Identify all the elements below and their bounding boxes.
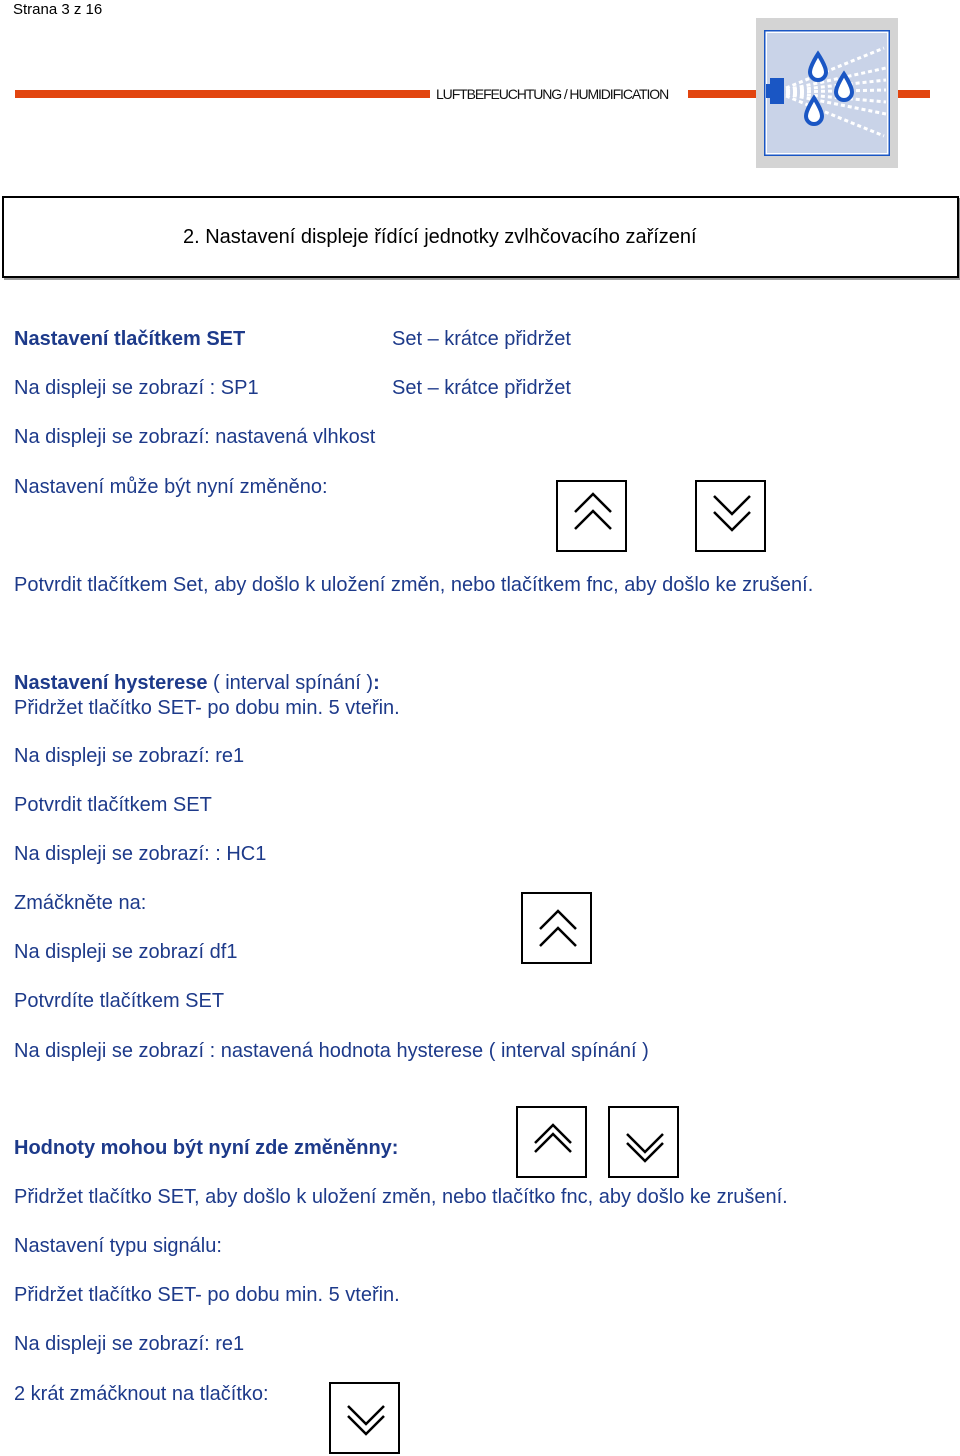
signal-type-heading: Nastavení typu signálu: xyxy=(14,1235,222,1257)
display-humidity: Na displeji se zobrazí: nastavená vlhkost xyxy=(14,426,376,448)
page-number: Strana 3 z 16 xyxy=(13,1,103,18)
double-chevron-up-icon xyxy=(558,482,629,554)
can-change-text: Nastavení může být nyní změněno: xyxy=(14,476,328,498)
header-stripe-right xyxy=(688,90,758,98)
set-hold-instruction: Set – krátce přidržet xyxy=(392,328,571,350)
up-button[interactable] xyxy=(556,480,627,552)
double-chevron-up-icon xyxy=(523,894,594,966)
display-re1-2: Na displeji se zobrazí: re1 xyxy=(14,1333,245,1355)
humidification-logo xyxy=(756,18,898,168)
hysteresis-paren: ( interval spínání ) xyxy=(207,672,374,694)
display-hysteresis-value: Na displeji se zobrazí : nastavená hodnota hysterese ( interval spínání ) xyxy=(14,1040,649,1062)
confirm-set-2: Potvrdíte tlačítkem SET xyxy=(14,990,225,1012)
down-button-3[interactable] xyxy=(608,1106,679,1178)
set-hold-instruction-2: Set – krátce přidržet xyxy=(392,377,571,399)
confirm-set: Potvrdit tlačítkem SET xyxy=(14,794,212,816)
section-title: 2. Nastavení displeje řídící jednotky zvlhčovacího zařízení xyxy=(183,226,697,248)
up-button-2[interactable] xyxy=(521,892,592,964)
hold-set-5s: Přidržet tlačítko SET- po dobu min. 5 vteřin. xyxy=(14,697,400,719)
set-button-heading: Nastavení tlačítkem SET xyxy=(14,328,246,350)
display-df1: Na displeji se zobrazí df1 xyxy=(14,941,238,963)
press-text: Zmáčkněte na: xyxy=(14,892,147,914)
header-category-label: LUFTBEFEUCHTUNG / HUMIDIFICATION xyxy=(436,86,669,102)
double-chevron-down-icon xyxy=(610,1108,681,1180)
display-hc1: Na displeji se zobrazí: : HC1 xyxy=(14,843,267,865)
header-stripe-right-end xyxy=(898,90,930,98)
hold-set-5s-2: Přidržet tlačítko SET- po dobu min. 5 vteřin. xyxy=(14,1284,400,1306)
display-re1: Na displeji se zobrazí: re1 xyxy=(14,745,245,767)
header-stripe-left xyxy=(15,90,430,98)
hysteresis-colon: : xyxy=(373,672,380,694)
water-spray-icon xyxy=(764,30,890,156)
down-button[interactable] xyxy=(695,480,766,552)
double-chevron-up-icon xyxy=(518,1108,589,1180)
values-change-heading: Hodnoty mohou být nyní zde změněnny: xyxy=(14,1137,399,1159)
display-sp1: Na displeji se zobrazí : SP1 xyxy=(14,377,259,399)
double-chevron-down-icon xyxy=(697,482,768,554)
double-chevron-down-icon xyxy=(331,1384,402,1456)
press-twice-text: 2 krát zmáčknout na tlačítko: xyxy=(14,1383,269,1405)
hold-save-text: Přidržet tlačítko SET, aby došlo k uložení změn, nebo tlačítko fnc, aby došlo ke zrušení. xyxy=(14,1186,788,1208)
confirm-text: Potvrdit tlačítkem Set, aby došlo k uložení změn, nebo tlačítkem fnc, aby došlo ke zrušení. xyxy=(14,574,814,596)
down-button-4[interactable] xyxy=(329,1382,400,1454)
hysteresis-heading-line xyxy=(14,672,380,695)
hysteresis-heading: Nastavení hysterese xyxy=(14,672,208,694)
up-button-3[interactable] xyxy=(516,1106,587,1178)
